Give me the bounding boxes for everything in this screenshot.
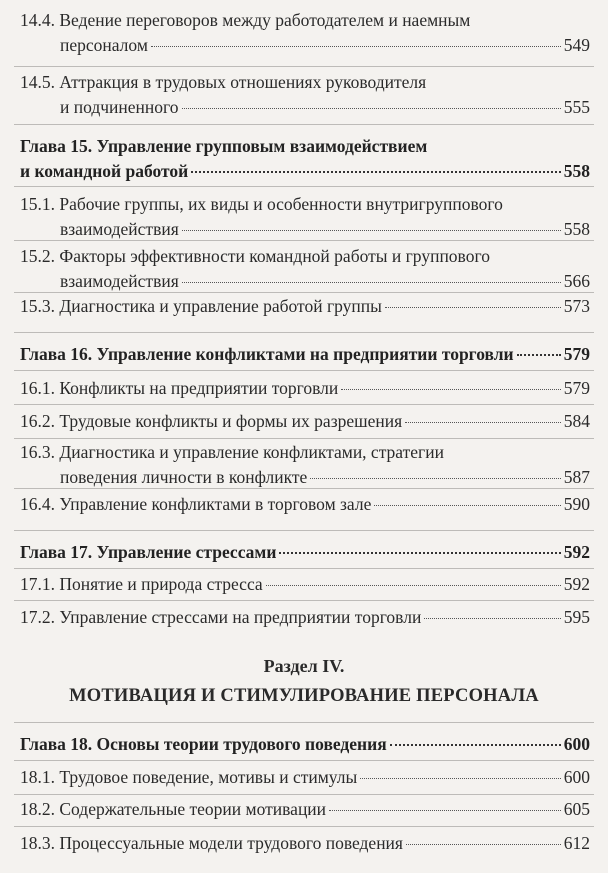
divider [14, 186, 594, 187]
leader-dots [279, 551, 560, 554]
chapter-title-line: Глава 15. Управление групповым взаимодействием [20, 136, 428, 156]
toc-entry-16-1[interactable] [20, 376, 590, 401]
divider [14, 488, 594, 489]
leader-dots [329, 809, 561, 811]
leader-dots [310, 477, 560, 479]
page-number: 605 [563, 799, 590, 819]
leader-dots [385, 306, 561, 308]
toc-entry-17-2[interactable] [20, 605, 590, 630]
toc-entry-line: 17.2. Управление стрессами на предприятии торговли [20, 607, 422, 627]
leader-dots [424, 617, 560, 619]
divider [14, 370, 594, 371]
leader-dots [374, 504, 560, 506]
divider [14, 568, 594, 569]
toc-entry-line: взаимодействия [60, 219, 179, 239]
divider [14, 332, 594, 333]
toc-entry-line: 16.3. Диагностика и управление конфликтами, стратегии [20, 442, 444, 462]
divider [14, 438, 594, 439]
page-number: 612 [563, 833, 590, 853]
page-number: 573 [563, 296, 590, 316]
chapter-title-line: Глава 17. Управление стрессами [20, 542, 277, 562]
page-number: 579 [563, 378, 590, 398]
toc-entry-14-5[interactable] [20, 70, 590, 120]
page-number: 587 [563, 467, 590, 487]
page-number: 600 [563, 734, 590, 754]
leader-dots [517, 353, 561, 356]
toc-entry-16-2[interactable] [20, 409, 590, 434]
toc-chapter-16[interactable] [20, 342, 590, 367]
toc-chapter-18[interactable] [20, 732, 590, 757]
leader-dots [182, 229, 561, 231]
page-number: 558 [563, 161, 590, 181]
divider [14, 404, 594, 405]
toc-chapter-17[interactable] [20, 540, 590, 565]
divider [14, 794, 594, 795]
page-number: 566 [563, 271, 590, 291]
leader-dots [405, 421, 561, 423]
leader-dots [360, 777, 560, 779]
toc-entry-line: 14.5. Аттракция в трудовых отношениях руководителя [20, 72, 427, 92]
toc-entry-14-4[interactable] [20, 8, 590, 58]
divider [14, 124, 594, 125]
toc-entry-line: поведения личности в конфликте [60, 467, 308, 487]
toc-entry-line: 18.2. Содержательные теории мотивации [20, 799, 327, 819]
page-number: 558 [563, 219, 590, 239]
toc-entry-line: 16.1. Конфликты на предприятии торговли [20, 378, 339, 398]
leader-dots [266, 584, 561, 586]
leader-dots [182, 107, 561, 109]
leader-dots [390, 743, 561, 746]
section-label: Раздел IV. [263, 656, 345, 676]
page-number: 584 [563, 411, 590, 431]
section-title: МОТИВАЦИЯ И СТИМУЛИРОВАНИЕ ПЕРСОНАЛА [69, 686, 539, 706]
leader-dots [191, 170, 561, 173]
divider [14, 826, 594, 827]
page-number: 555 [563, 97, 590, 117]
page-number: 592 [563, 542, 590, 562]
chapter-title-line: Глава 18. Основы теории трудового поведения [20, 734, 387, 754]
divider [14, 722, 594, 723]
leader-dots [406, 843, 561, 845]
divider [14, 66, 594, 67]
page-number: 579 [563, 344, 590, 364]
page-number: 600 [563, 767, 590, 787]
divider [14, 760, 594, 761]
leader-dots [151, 45, 561, 47]
toc-entry-18-1[interactable] [20, 765, 590, 790]
toc-entry-line: 16.4. Управление конфликтами в торговом зале [20, 494, 372, 514]
toc-entry-15-3[interactable] [20, 294, 590, 319]
toc-entry-line: и подчиненного [60, 97, 179, 117]
toc-entry-line: персоналом [60, 35, 148, 55]
toc-entry-15-1[interactable] [20, 192, 590, 242]
page-number: 549 [563, 35, 590, 55]
toc-entry-line: взаимодействия [60, 271, 179, 291]
toc-entry-line: 18.1. Трудовое поведение, мотивы и стимулы [20, 767, 358, 787]
divider [14, 600, 594, 601]
toc-entry-15-2[interactable] [20, 244, 590, 294]
toc-entry-line: 18.3. Процессуальные модели трудового поведения [20, 833, 403, 853]
toc-entry-line: 14.4. Ведение переговоров между работодателем и наемным [20, 10, 471, 30]
page-number: 592 [563, 574, 590, 594]
toc-entry-16-4[interactable] [20, 492, 590, 517]
page-number: 590 [563, 494, 590, 514]
toc-entry-line: 17.1. Понятие и природа стресса [20, 574, 263, 594]
page-number: 595 [563, 607, 590, 627]
leader-dots [341, 388, 561, 390]
divider [14, 530, 594, 531]
toc-entry-line: 16.2. Трудовые конфликты и формы их разрешения [20, 411, 403, 431]
toc-entry-18-2[interactable] [20, 797, 590, 822]
toc-entry-17-1[interactable] [20, 572, 590, 597]
toc-chapter-15[interactable] [20, 134, 590, 184]
divider [14, 292, 594, 293]
toc-entry-line: 15.3. Диагностика и управление работой группы [20, 296, 382, 316]
toc-entry-line: 15.2. Факторы эффективности командной работы и группового [20, 246, 490, 266]
toc-entry-line: 15.1. Рабочие группы, их виды и особенности внутригруппового [20, 194, 503, 214]
chapter-title-line: Глава 16. Управление конфликтами на предприятии торговли [20, 344, 514, 364]
divider [14, 240, 594, 241]
chapter-title-line: и командной работой [20, 161, 189, 181]
toc-entry-18-3[interactable] [20, 831, 590, 856]
leader-dots [182, 281, 561, 283]
toc-entry-16-3[interactable] [20, 440, 590, 490]
